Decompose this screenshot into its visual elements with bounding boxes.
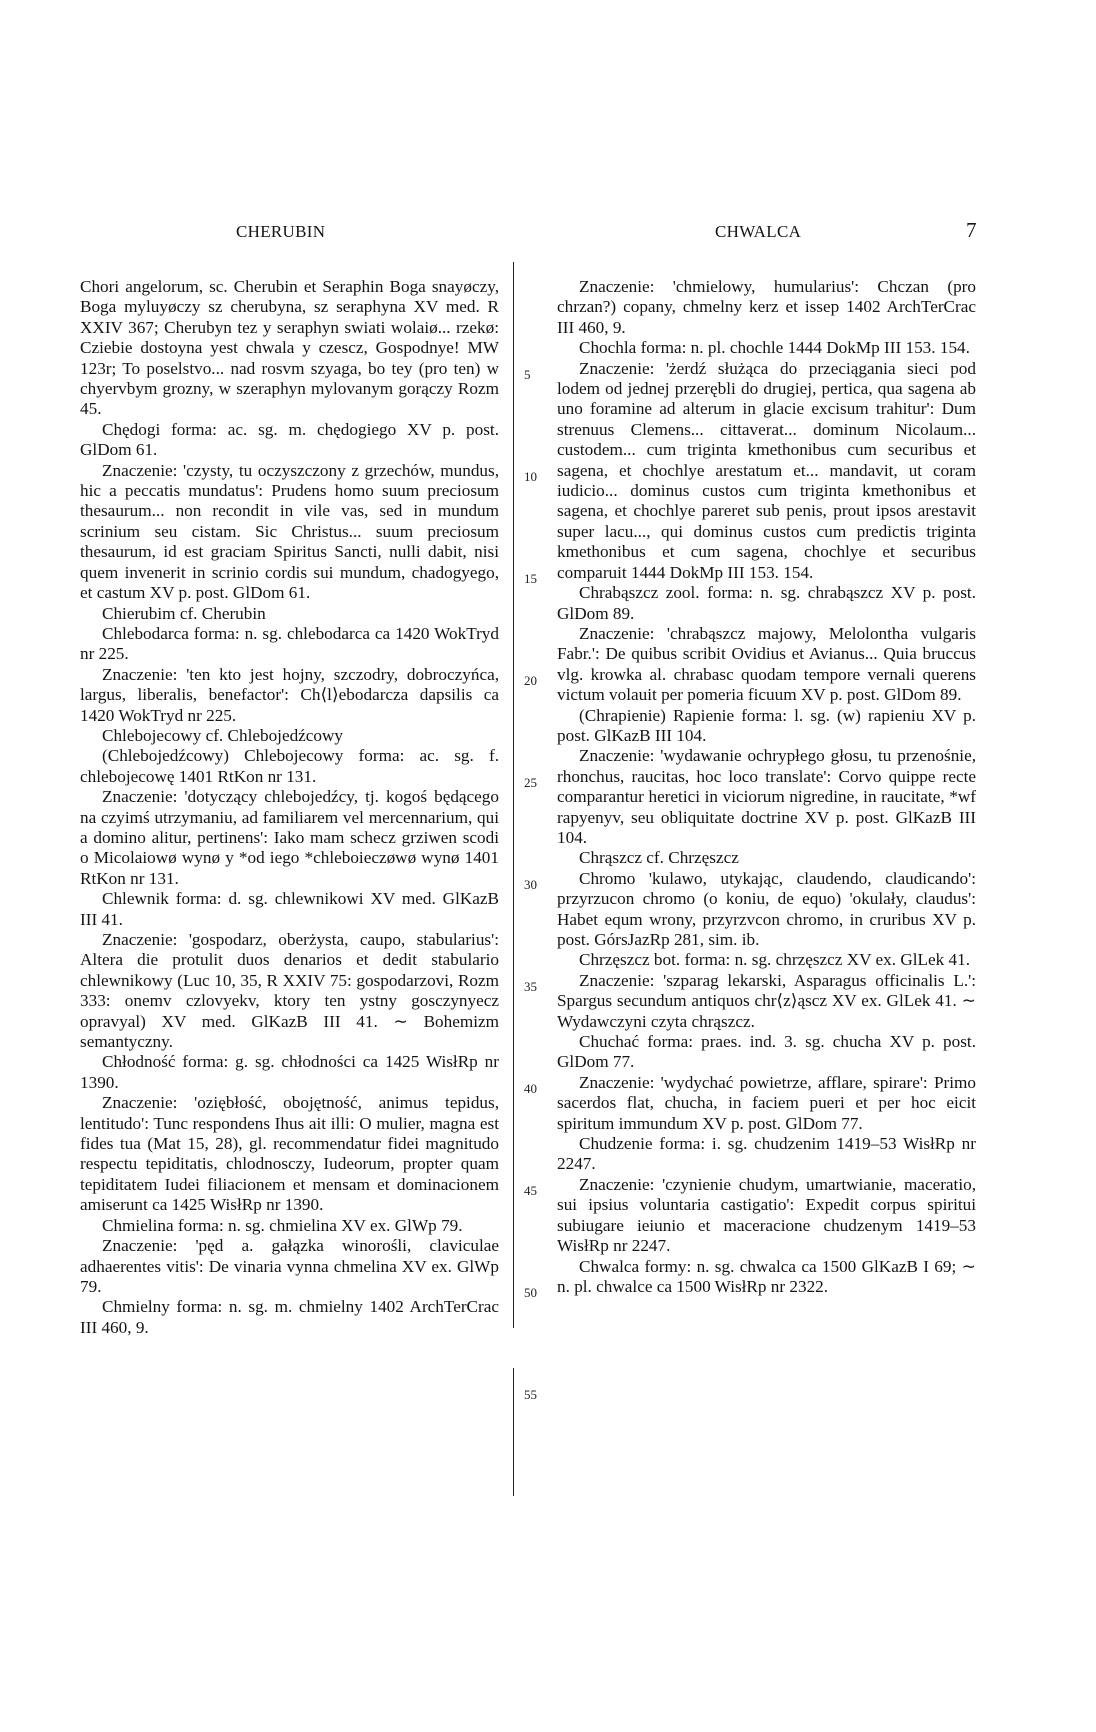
line-number: 5 xyxy=(524,367,531,382)
entry-paragraph: Znaczenie: 'wydychać powietrze, afflare, spirare': Primo sacerdos flat, chucha, in faciem pueri et per hoc eicit spiritum immundum XV p. post. GlDom 77. xyxy=(557,1072,976,1133)
right-column xyxy=(557,277,976,1297)
entry-paragraph: Chrzęszcz bot. forma: n. sg. chrzęszcz XV ex. GlLek 41. xyxy=(579,950,971,970)
entry-paragraph: Chromo 'kulawo, utykając, claudendo, claudicando': przyrzucon chromo (o koniu, de equo) 'okulały, claudus': Habet equm wrony, przyrzvcon chromo, in cruribus XV p. post. GórsJazRp 281, sim. ib. xyxy=(557,868,976,949)
entry-paragraph: Znaczenie: 'gospodarz, oberżysta, caupo, stabularius': Altera die protulit duos denarios et dedit stabulario chlewnikowy (Luc 10, 35, R XXIV 75: gospodarzovi, Rozm 333: onemv czlovyekv, ktory ten ystny gosczynyecz opravyal) XV med. GlKazB III 41. ∼ Bohemizm semantyczny. xyxy=(80,930,499,1052)
entry-paragraph: Znaczenie: 'dotyczący chlebojedźcy, tj. kogoś będącego na czyimś utrzymaniu, ad familiarem vel mercennarium, qui a domino alitur, pertinens': Iako mam schecz grziwen scodi o Micolaiowø wynø y *od iego *chleboieczøwø wynø 1401 RtKon nr 131. xyxy=(80,787,499,888)
line-number: 45 xyxy=(524,1183,537,1198)
entry-paragraph: Znaczenie: 'oziębłość, obojętność, animus tepidus, lentitudo': Tunc respondens Ihus ait illi: O mulier, magna est fides tua (Mat 15, 28), gl. recommendatur fidei magnitudo respectu tepiditatis, chlodnosczy, Iudeorum, propter quam tepiditatem Iudei filiacionem et mensam et dominacionem amiserunt ca 1425 WisłRp nr 1390. xyxy=(80,1093,499,1215)
line-number: 50 xyxy=(524,1285,537,1300)
line-number: 10 xyxy=(524,469,537,484)
column-divider xyxy=(513,1368,514,1496)
entry-paragraph: Chlebojecowy cf. Chlebojedźcowy xyxy=(102,725,344,745)
entry-paragraph: Chmielina forma: n. sg. chmielina XV ex. GlWp 79. xyxy=(102,1215,463,1235)
line-number: 25 xyxy=(524,775,537,790)
entry-paragraph: Znaczenie: 'pęd a. gałązka winorośli, claviculae adhaerentes vitis': De vinaria vynna chmelina XV ex. GlWp 79. xyxy=(80,1236,499,1296)
entry-paragraph: (Chlebojedźcowy) Chlebojecowy forma: ac. sg. f. chlebojecowę 1401 RtKon nr 131. xyxy=(80,746,499,786)
line-number: 55 xyxy=(524,1387,537,1402)
page-number: 7 xyxy=(966,218,977,242)
entry-paragraph: (Chrapienie) Rapienie forma: l. sg. (w) rapieniu XV p. post. GlKazB III 104. xyxy=(557,705,976,745)
line-number: 30 xyxy=(524,877,537,892)
entry-paragraph: Chochla forma: n. pl. chochle 1444 DokMp III 153. 154. xyxy=(579,338,970,358)
column-divider xyxy=(513,262,514,1328)
entry-paragraph: Chlewnik forma: d. sg. chlewnikowi XV med. GlKazB III 41. xyxy=(80,889,499,929)
entry-paragraph: Znaczenie: 'ten kto jest hojny, szczodry, dobroczyńca, largus, liberalis, benefactor': Ch⟨l⟩ebodarcza dapsilis ca 1420 WokTryd nr 225. xyxy=(80,664,499,725)
entry-paragraph: Chrabąszcz zool. forma: n. sg. chrabąszcz XV p. post. GlDom 89. xyxy=(557,583,976,623)
entry-paragraph: Chudzenie forma: i. sg. chudzenim 1419–53 WisłRp nr 2247. xyxy=(557,1134,976,1174)
entry-paragraph: Chuchać forma: praes. ind. 3. sg. chucha XV p. post. GlDom 77. xyxy=(557,1032,976,1072)
entry-paragraph: Znaczenie: 'wydawanie ochrypłego głosu, tu przenośnie, rhonchus, raucitas, hoc loco translate': Corvo quippe recte comparantur heretici in viciorum nigredine, in raucitate, *wf rapyenyv, seu obliquitate doctrine XV p. post. GlKazB III 104. xyxy=(557,746,976,847)
entry-paragraph: Chmielny forma: n. sg. m. chmielny 1402 ArchTerCrac III 460, 9. xyxy=(80,1297,499,1337)
running-head-right: CHWALCA xyxy=(715,222,802,241)
entry-paragraph: Chędogi forma: ac. sg. m. chędogiego XV p. post. GlDom 61. xyxy=(80,419,499,460)
entry-paragraph: Chwalca formy: n. sg. chwalca ca 1500 GlKazB I 69; ∼ n. pl. chwalce ca 1500 WisłRp nr 2322. xyxy=(557,1256,976,1296)
entry-paragraph: Chierubim cf. Cherubin xyxy=(102,603,266,623)
entry-paragraph: Znaczenie: 'żerdź służąca do przeciągania sieci pod lodem od jednej przerębli do drugiej, pertica, qua sagena ab uno foramine ad alterum in glacie excisum trahitur': Dum strenuus Clemens... cittaverat... dominum Nicolaum... custodem... cum triginta kmethonibus cum securibus et sagena, et chochlye arestatum et... mandavit, ut coram iudicio... dominus custos cum triginta kmethonibus et sagena, et chochlye pareret sub penis, prout ipsos arestavit super lacu..., qui dominus custos cum predictis triginta kmethonibus et cum sagena, chochlye et securibus comparuit 1444 DokMp III 153. 154. xyxy=(557,358,976,582)
entry-paragraph: Chori angelorum, sc. Cherubin et Seraphin Boga snayøczy, Boga myluyøczy sz cherubyna, sz seraphyna XV med. R XXIV 367; Cherubyn tez y seraphyn swiati wolaiø... rzekø: Cziebie dostoyna yest chwala y czescz, Gospodnye! MW 123r; To poselstvo... nad rosvm szyaga, bo tey (pro ten) w chyervbym grozny, w szeraphyn mylovanym gorączy Rozm 45. xyxy=(80,277,499,419)
entry-paragraph: Chlebodarca forma: n. sg. chlebodarca ca 1420 WokTryd nr 225. xyxy=(80,623,499,664)
left-column xyxy=(80,277,499,1338)
line-number: 40 xyxy=(524,1081,537,1096)
entry-paragraph: Chrąszcz cf. Chrzęszcz xyxy=(579,848,739,868)
running-head-left: CHERUBIN xyxy=(236,222,326,241)
entry-paragraph: Znaczenie: 'czysty, tu oczyszczony z grzechów, mundus, hic a peccatis mundatus': Prudens homo suum preciosum thesaurum... non recondit in vile vas, sed in mundum scrinium seu cistam. Sic Christus... suum preciosum thesaurum, id est graciam Spiritus Sancti, nulli dabit, nisi quem invenerit in scrinio cordis sui mundum, chadogyego, et castum XV p. post. GlDom 61. xyxy=(80,460,499,603)
entry-paragraph: Znaczenie: 'chrabąszcz majowy, Melolontha vulgaris Fabr.': De quibus scribit Ovidius et Avianus... Quia bruccus vlg. krowka al. chrabasc quodam tempore vernali querens victum volauit per pomeria ficuum XV p. post. GlDom 89. xyxy=(557,623,976,705)
line-number: 20 xyxy=(524,673,537,688)
entry-paragraph: Znaczenie: 'szparag lekarski, Asparagus officinalis L.': Spargus secundum antiquos chr⟨z⟩ąscz XV ex. GlLek 41. ∼ Wydawczyni czyta chrąszcz. xyxy=(557,970,976,1031)
line-number: 15 xyxy=(524,571,537,586)
entry-paragraph: Chłodność forma: g. sg. chłodności ca 1425 WisłRp nr 1390. xyxy=(80,1052,499,1092)
entry-paragraph: Znaczenie: 'chmielowy, humularius': Chczan (pro chrzan?) copany, chmelny kerz et issep 1402 ArchTerCrac III 460, 9. xyxy=(557,277,976,337)
entry-paragraph: Znaczenie: 'czynienie chudym, umartwianie, maceratio, sui ipsius voluntaria castigatio': Expedit corpus spiritui subiugare ieiunio et maceracione chudzenym 1419–53 WisłRp nr 2247. xyxy=(557,1174,976,1256)
line-number: 35 xyxy=(524,979,537,994)
